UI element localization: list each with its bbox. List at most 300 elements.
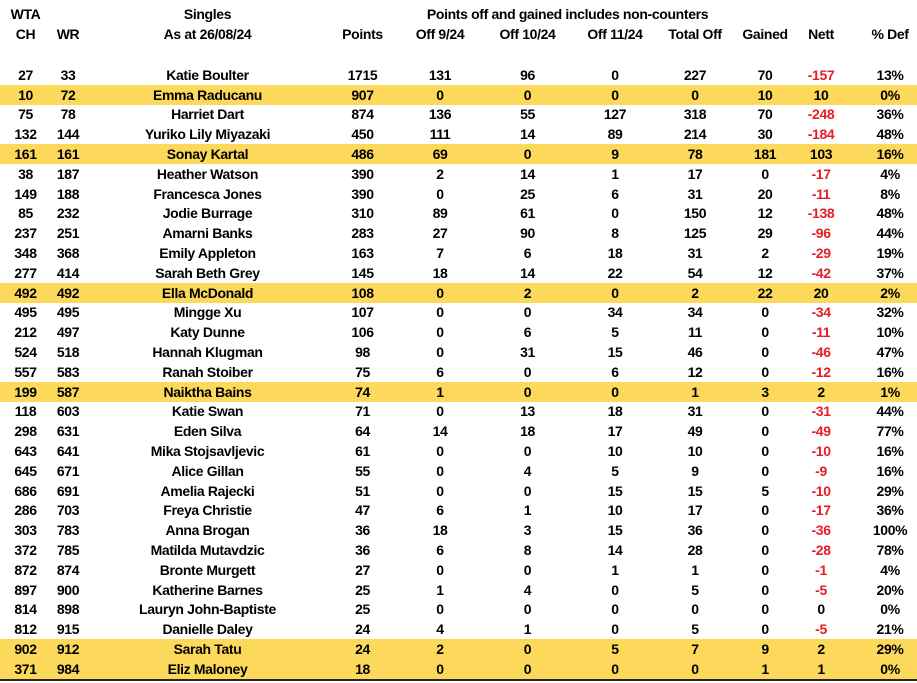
cell-off-10-24: 14 <box>520 264 535 281</box>
cell-off-10-24: 25 <box>520 185 535 202</box>
cell-pct-def: 100% <box>872 522 908 539</box>
cell-off-9-24: 6 <box>436 363 444 380</box>
empty-cell <box>46 0 90 24</box>
cell-off-10-24: 14 <box>520 126 535 143</box>
col-header-points: Points <box>342 25 383 42</box>
cell-name: Yuriko Lily Miyazaki <box>144 126 271 143</box>
cell-total-off: 2 <box>691 284 699 301</box>
cell-name: Ranah Stoiber <box>162 363 253 380</box>
cell-total-off: 0 <box>691 86 699 103</box>
table-row <box>0 560 917 580</box>
cell-off-11-24: 8 <box>611 225 619 242</box>
cell-off-10-24: 6 <box>523 324 532 341</box>
cell-total-off: 11 <box>687 324 703 341</box>
cell-pct-def: 16% <box>876 146 904 163</box>
cell-off-9-24: 18 <box>432 264 448 281</box>
cell-nett: 2 <box>817 641 825 657</box>
cell-gained: 0 <box>761 324 769 341</box>
cell-off-11-24: 89 <box>607 126 623 143</box>
cell-name: Katherine Barnes <box>152 581 263 598</box>
cell-off-10-24: 0 <box>523 443 532 460</box>
cell-points: 18 <box>355 660 370 677</box>
cell-off-9-24: 1 <box>436 383 444 400</box>
cell-pct-def: 1% <box>880 383 900 400</box>
table-row <box>0 65 917 85</box>
cell-points: 1715 <box>347 66 378 83</box>
cell-name: Eliz Maloney <box>167 660 248 677</box>
cell-name: Mika Stojsavljevic <box>150 443 265 460</box>
cell-off-10-24: 14 <box>520 165 535 182</box>
cell-name: Jodie Burrage <box>162 205 253 222</box>
cell-off-11-24: 0 <box>611 205 619 222</box>
cell-off-11-24: 0 <box>611 621 619 638</box>
table-row <box>0 441 917 461</box>
cell-gained: 3 <box>761 383 769 400</box>
cell-total-off: 0 <box>691 601 699 618</box>
cell-nett: -248 <box>807 106 835 123</box>
cell-nett: -157 <box>807 66 835 83</box>
cell-wr: 368 <box>56 245 80 262</box>
cell-ch: 348 <box>14 245 37 262</box>
cell-ch: 872 <box>14 561 37 578</box>
cell-off-9-24: 89 <box>432 205 448 222</box>
cell-points: 450 <box>351 126 374 143</box>
cell-points: 163 <box>351 245 374 262</box>
cell-points: 106 <box>351 324 374 341</box>
cell-wr: 414 <box>56 264 80 281</box>
cell-nett: -12 <box>811 363 831 380</box>
table-row <box>0 322 917 342</box>
cell-pct-def: 0% <box>880 86 900 103</box>
cell-wr: 874 <box>56 561 80 578</box>
cell-off-9-24: 0 <box>436 443 444 460</box>
cell-points: 27 <box>355 561 370 578</box>
empty-cell <box>847 0 917 24</box>
cell-wr: 603 <box>56 403 80 420</box>
cell-off-11-24: 9 <box>611 146 619 163</box>
cell-total-off: 5 <box>691 581 699 598</box>
cell-total-off: 31 <box>687 185 703 202</box>
cell-gained: 0 <box>761 403 769 420</box>
cell-name: Emily Appleton <box>159 245 256 262</box>
cell-points: 874 <box>351 106 374 123</box>
cell-pct-def: 4% <box>880 165 900 182</box>
cell-points: 390 <box>351 165 374 182</box>
cell-nett: -17 <box>811 165 831 182</box>
cell-points: 486 <box>351 146 374 163</box>
table-row <box>0 421 917 441</box>
cell-off-11-24: 6 <box>611 363 619 380</box>
cell-points: 71 <box>355 403 370 420</box>
cell-pct-def: 47% <box>876 344 904 361</box>
cell-off-11-24: 0 <box>611 66 619 83</box>
cell-wr: 912 <box>56 641 80 657</box>
cell-gained: 29 <box>757 225 773 242</box>
table-row <box>0 164 917 184</box>
cell-total-off: 15 <box>687 482 703 499</box>
cell-pct-def: 4% <box>880 561 900 578</box>
cell-off-10-24: 6 <box>523 245 532 262</box>
cell-off-11-24: 1 <box>611 561 619 578</box>
cell-off-10-24: 61 <box>520 205 535 222</box>
cell-nett: -138 <box>807 205 835 222</box>
cell-off-9-24: 0 <box>436 660 444 677</box>
table-row <box>0 402 917 422</box>
cell-off-11-24: 17 <box>607 423 623 440</box>
cell-off-9-24: 69 <box>432 146 448 163</box>
empty-cell <box>325 0 400 24</box>
cell-wr: 671 <box>56 462 80 479</box>
cell-gained: 0 <box>761 304 769 321</box>
cell-ch: 10 <box>18 86 33 103</box>
cell-gained: 0 <box>761 621 769 638</box>
points-note-label: Points off and gained includes non-counters <box>426 6 709 22</box>
cell-points: 47 <box>355 502 370 519</box>
cell-pct-def: 48% <box>876 205 904 222</box>
cell-off-11-24: 0 <box>611 581 619 598</box>
cell-wr: 72 <box>60 86 76 103</box>
cell-gained: 0 <box>761 165 769 182</box>
cell-off-9-24: 6 <box>436 502 444 519</box>
cell-name: Naiktha Bains <box>163 383 252 400</box>
cell-total-off: 28 <box>687 542 703 559</box>
cell-off-11-24: 18 <box>607 245 623 262</box>
table-row <box>0 520 917 540</box>
cell-ch: 85 <box>18 205 33 222</box>
table-row <box>0 85 917 105</box>
cell-nett: -184 <box>807 126 835 143</box>
empty-cell <box>795 0 847 24</box>
cell-ch: 303 <box>14 522 37 539</box>
cell-nett: -42 <box>811 264 831 281</box>
cell-ch: 372 <box>14 542 37 559</box>
cell-off-11-24: 18 <box>607 403 623 420</box>
cell-gained: 0 <box>761 423 769 440</box>
cell-pct-def: 16% <box>876 462 904 479</box>
col-header-ch: CH <box>15 25 36 42</box>
cell-off-10-24: 2 <box>523 284 532 301</box>
table-row <box>0 382 917 402</box>
cell-off-9-24: 0 <box>436 601 444 618</box>
table-row <box>0 144 917 164</box>
cell-off-11-24: 5 <box>611 462 619 479</box>
cell-gained: 0 <box>761 502 769 519</box>
cell-name: Sarah Tatu <box>173 641 242 657</box>
cell-ch: 524 <box>14 344 37 361</box>
col-header-gained: Gained <box>742 25 788 42</box>
table-row <box>0 619 917 639</box>
cell-nett: -31 <box>811 403 831 420</box>
cell-points: 98 <box>355 344 370 361</box>
cell-ch: 149 <box>14 185 37 202</box>
cell-nett: -36 <box>811 522 831 539</box>
column-header-row <box>0 24 917 43</box>
cell-points: 907 <box>351 86 374 103</box>
cell-points: 61 <box>355 443 370 460</box>
cell-name: Alice Gillan <box>171 462 244 479</box>
table-row <box>0 283 917 303</box>
cell-pct-def: 29% <box>876 482 904 499</box>
cell-wr: 631 <box>56 423 80 440</box>
cell-name: Sonay Kartal <box>166 146 249 163</box>
cell-off-10-24: 90 <box>520 225 535 242</box>
cell-nett: -10 <box>811 482 831 499</box>
cell-off-9-24: 0 <box>436 344 444 361</box>
cell-off-9-24: 136 <box>428 106 452 123</box>
cell-total-off: 150 <box>683 205 707 222</box>
cell-nett: -11 <box>811 324 831 341</box>
cell-pct-def: 32% <box>876 304 904 321</box>
cell-name: Katy Dunne <box>170 324 245 341</box>
cell-pct-def: 29% <box>876 641 904 657</box>
col-header-pct-def: % Def <box>871 25 909 42</box>
table-row <box>0 580 917 600</box>
cell-points: 75 <box>355 363 370 380</box>
cell-off-11-24: 22 <box>607 264 623 281</box>
cell-total-off: 34 <box>687 304 703 321</box>
cell-wr: 984 <box>56 660 80 677</box>
cell-off-11-24: 34 <box>607 304 623 321</box>
cell-total-off: 31 <box>687 403 703 420</box>
cell-pct-def: 78% <box>876 542 904 559</box>
cell-off-10-24: 3 <box>523 522 532 539</box>
table-row <box>0 461 917 481</box>
cell-off-10-24: 31 <box>520 344 535 361</box>
cell-pct-def: 20% <box>876 581 904 598</box>
cell-points: 310 <box>351 205 374 222</box>
cell-wr: 583 <box>56 363 80 380</box>
cell-gained: 2 <box>761 245 769 262</box>
cell-total-off: 5 <box>691 621 699 638</box>
cell-name: Amarni Banks <box>162 225 253 242</box>
cell-pct-def: 77% <box>876 423 904 440</box>
cell-name: Matilda Mutavdzic <box>150 542 265 559</box>
cell-wr: 144 <box>56 126 80 143</box>
cell-name: Ella McDonald <box>161 284 254 301</box>
cell-ch: 897 <box>14 581 37 598</box>
cell-ch: 237 <box>14 225 37 242</box>
cell-off-11-24: 1 <box>611 165 619 182</box>
cell-wr: 232 <box>56 205 80 222</box>
cell-pct-def: 19% <box>876 245 904 262</box>
cell-pct-def: 16% <box>876 363 904 380</box>
cell-pct-def: 8% <box>880 185 900 202</box>
cell-off-9-24: 0 <box>436 561 444 578</box>
cell-ch: 277 <box>14 264 37 281</box>
cell-off-9-24: 14 <box>432 423 448 440</box>
cell-ch: 161 <box>14 146 37 163</box>
singles-label: Singles <box>183 6 232 22</box>
cell-name: Sarah Beth Grey <box>155 264 260 281</box>
cell-ch: 492 <box>14 284 37 301</box>
cell-off-10-24: 4 <box>523 462 532 479</box>
cell-ch: 199 <box>14 383 37 400</box>
cell-pct-def: 44% <box>876 403 904 420</box>
cell-gained: 0 <box>761 363 769 380</box>
cell-total-off: 227 <box>683 66 707 83</box>
table-row <box>0 639 917 659</box>
cell-pct-def: 13% <box>876 66 904 83</box>
table-row <box>0 223 917 243</box>
cell-ch: 132 <box>14 126 37 143</box>
cell-points: 24 <box>355 621 370 638</box>
cell-points: 145 <box>351 264 374 281</box>
cell-wr: 497 <box>56 324 80 341</box>
cell-gained: 1 <box>761 660 769 677</box>
cell-wr: 587 <box>56 383 80 400</box>
cell-off-9-24: 0 <box>436 482 444 499</box>
cell-pct-def: 0% <box>880 660 900 677</box>
cell-wr: 785 <box>56 542 80 559</box>
table-row <box>0 204 917 224</box>
cell-gained: 5 <box>761 482 769 499</box>
cell-ch: 371 <box>14 660 37 677</box>
cell-total-off: 318 <box>683 106 707 123</box>
cell-ch: 902 <box>14 641 37 657</box>
cell-off-11-24: 10 <box>607 502 623 519</box>
cell-gained: 12 <box>757 205 773 222</box>
cell-off-11-24: 5 <box>611 324 619 341</box>
cell-off-9-24: 0 <box>436 403 444 420</box>
cell-name: Danielle Daley <box>162 621 253 638</box>
cell-off-10-24: 0 <box>523 383 532 400</box>
cell-wr: 492 <box>56 284 80 301</box>
cell-nett: -1 <box>815 561 827 578</box>
spacer-row <box>0 43 917 65</box>
cell-gained: 0 <box>761 542 769 559</box>
cell-name: Katie Swan <box>171 403 244 420</box>
cell-nett: 2 <box>817 383 825 400</box>
cell-off-10-24: 8 <box>523 542 532 559</box>
cell-pct-def: 16% <box>876 443 904 460</box>
cell-points: 25 <box>355 581 370 598</box>
cell-gained: 22 <box>757 284 773 301</box>
cell-off-10-24: 0 <box>523 660 532 677</box>
cell-nett: 103 <box>809 146 833 163</box>
cell-wr: 78 <box>60 106 76 123</box>
cell-off-10-24: 18 <box>520 423 535 440</box>
cell-ch: 557 <box>14 363 37 380</box>
cell-off-9-24: 1 <box>436 581 444 598</box>
cell-gained: 70 <box>757 106 773 123</box>
cell-points: 108 <box>351 284 374 301</box>
empty-cell <box>0 43 917 65</box>
cell-off-11-24: 15 <box>607 522 623 539</box>
cell-off-11-24: 0 <box>611 383 619 400</box>
cell-gained: 30 <box>757 126 773 143</box>
cell-off-10-24: 0 <box>523 601 532 618</box>
table-row <box>0 243 917 263</box>
tour-label: WTA <box>10 6 41 22</box>
cell-name: Heather Watson <box>156 165 259 182</box>
cell-nett: 20 <box>813 284 829 301</box>
cell-ch: 812 <box>14 621 37 638</box>
cell-off-10-24: 0 <box>523 641 532 657</box>
cell-name: Anna Brogan <box>165 522 250 539</box>
cell-points: 283 <box>351 225 374 242</box>
cell-points: 107 <box>351 304 374 321</box>
cell-ch: 38 <box>18 165 33 182</box>
cell-pct-def: 37% <box>876 264 904 281</box>
cell-off-11-24: 15 <box>607 344 623 361</box>
col-header-wr: WR <box>56 25 80 42</box>
cell-nett: 10 <box>813 86 829 103</box>
cell-ch: 645 <box>14 462 37 479</box>
cell-total-off: 17 <box>687 165 703 182</box>
cell-gained: 70 <box>757 66 773 83</box>
col-header-off-11-24: Off 11/24 <box>587 25 643 42</box>
cell-total-off: 7 <box>691 641 699 657</box>
cell-wr: 915 <box>56 621 80 638</box>
cell-off-11-24: 0 <box>611 86 619 103</box>
table-row <box>0 184 917 204</box>
cell-wr: 161 <box>56 146 80 163</box>
cell-points: 390 <box>351 185 374 202</box>
cell-ch: 643 <box>14 443 37 460</box>
cell-off-10-24: 13 <box>520 403 535 420</box>
cell-gained: 0 <box>761 522 769 539</box>
cell-off-11-24: 15 <box>607 482 623 499</box>
cell-total-off: 36 <box>687 522 703 539</box>
col-header-off-9-24: Off 9/24 <box>415 25 465 42</box>
cell-ch: 814 <box>14 601 37 618</box>
cell-points: 36 <box>355 522 370 539</box>
cell-gained: 20 <box>757 185 773 202</box>
table-row <box>0 501 917 521</box>
table-row <box>0 342 917 362</box>
table-row <box>0 600 917 620</box>
cell-off-11-24: 14 <box>607 542 623 559</box>
cell-wr: 783 <box>56 522 80 539</box>
col-header-nett: Nett <box>808 25 834 42</box>
cell-name: Lauryn John-Baptiste <box>139 601 276 618</box>
cell-wr: 33 <box>60 66 76 83</box>
cell-off-11-24: 6 <box>611 185 619 202</box>
cell-gained: 0 <box>761 561 769 578</box>
table-row <box>0 540 917 560</box>
table-row <box>0 362 917 382</box>
cell-total-off: 10 <box>687 443 703 460</box>
cell-total-off: 78 <box>687 146 703 163</box>
cell-gained: 0 <box>761 462 769 479</box>
cell-off-11-24: 0 <box>611 660 619 677</box>
cell-name: Katie Boulter <box>166 66 249 83</box>
cell-off-9-24: 131 <box>428 66 452 83</box>
cell-name: Hannah Klugman <box>152 344 263 361</box>
cell-pct-def: 21% <box>876 621 904 638</box>
cell-off-9-24: 2 <box>436 165 444 182</box>
cell-ch: 495 <box>14 304 37 321</box>
cell-points: 55 <box>355 462 370 479</box>
cell-points: 51 <box>355 482 370 499</box>
cell-gained: 0 <box>761 581 769 598</box>
cell-ch: 298 <box>14 423 37 440</box>
cell-wr: 187 <box>56 165 80 182</box>
cell-off-11-24: 5 <box>611 641 619 657</box>
cell-name: Emma Raducanu <box>152 86 263 103</box>
cell-gained: 0 <box>761 601 769 618</box>
cell-pct-def: 44% <box>876 225 904 242</box>
cell-gained: 0 <box>761 443 769 460</box>
cell-nett: -9 <box>815 462 827 479</box>
cell-nett: -29 <box>811 245 831 262</box>
cell-off-9-24: 0 <box>436 324 444 341</box>
cell-total-off: 54 <box>687 264 703 281</box>
cell-total-off: 125 <box>683 225 707 242</box>
cell-total-off: 31 <box>687 245 703 262</box>
cell-pct-def: 36% <box>876 106 904 123</box>
cell-gained: 9 <box>761 641 769 657</box>
